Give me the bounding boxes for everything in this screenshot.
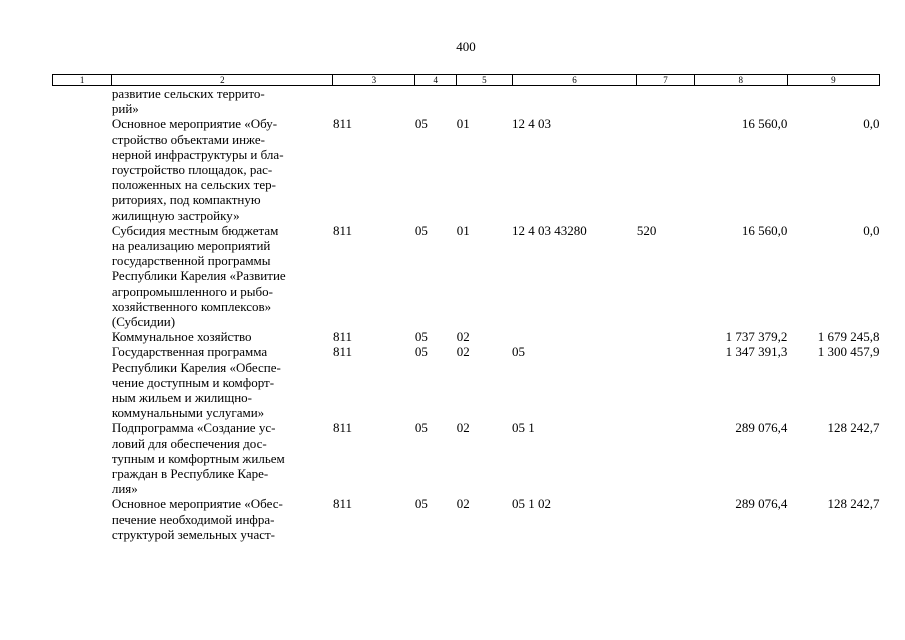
cell-subsection: 01	[456, 222, 470, 238]
column-number: 3	[333, 75, 415, 86]
column-number: 4	[415, 75, 457, 86]
cell-amount-2: 0,0	[863, 222, 880, 238]
table-row	[53, 223, 880, 329]
cell-section: 05	[414, 222, 428, 238]
column-number-row	[53, 75, 880, 86]
cell-amount-2	[787, 86, 879, 117]
cell-target-item: 12 4 03 43280	[512, 222, 587, 238]
table-row	[53, 496, 880, 542]
table-body	[53, 86, 880, 543]
cell-expense-type	[637, 116, 694, 222]
column-number: 7	[637, 75, 694, 86]
cell-section: 05	[414, 344, 428, 360]
cell-amount-1: 289 076,4	[735, 496, 788, 512]
cell-empty	[53, 420, 112, 496]
table-row	[53, 86, 880, 117]
column-number: 8	[694, 75, 787, 86]
cell-admin-code: 811	[332, 116, 352, 132]
cell-target-item	[512, 329, 637, 344]
cell-subsection: 02	[456, 420, 470, 436]
column-number: 9	[787, 75, 879, 86]
cell-amount-1: 1 737 379,2	[725, 329, 788, 345]
cell-subsection: 02	[456, 344, 470, 360]
cell-section	[415, 86, 457, 117]
cell-admin-code	[333, 86, 415, 117]
cell-empty	[53, 496, 112, 542]
cell-item-name: Коммунальное хозяйство	[111, 329, 252, 345]
cell-amount-2: 1 300 457,9	[817, 344, 880, 360]
cell-expense-type	[637, 496, 694, 542]
cell-subsection: 02	[456, 496, 470, 512]
table-row	[53, 116, 880, 222]
cell-target-item	[512, 86, 637, 117]
cell-amount-1: 289 076,4	[735, 420, 788, 436]
cell-subsection	[457, 86, 512, 117]
cell-subsection: 02	[456, 329, 470, 345]
cell-amount-2: 1 679 245,8	[817, 329, 880, 345]
cell-empty	[53, 344, 112, 420]
cell-target-item: 05 1 02	[512, 496, 552, 512]
cell-amount-1: 16 560,0	[741, 116, 788, 132]
cell-amount-1: 1 347 391,3	[725, 344, 788, 360]
cell-section: 05	[414, 496, 428, 512]
cell-amount-2: 128 242,7	[827, 496, 880, 512]
cell-admin-code: 811	[332, 496, 352, 512]
column-number: 6	[512, 75, 637, 86]
cell-admin-code: 811	[332, 329, 352, 345]
cell-empty	[53, 223, 112, 329]
cell-item-name: Подпрограмма «Создание ус- ловий для обеспечения дос- тупным и комфортным жильем граждан в Республике Каре- лия»	[111, 420, 285, 497]
table-row	[53, 344, 880, 420]
cell-empty	[53, 86, 112, 117]
cell-expense-type: 520	[636, 222, 657, 238]
cell-item-name: Основное мероприятие «Обу- стройство объектами инже- нерной инфраструктуры и бла- гоустройство площадок, рас- положенных на сельских тер- риториях, под компактную жилищную застройку»	[111, 116, 284, 223]
column-number: 5	[457, 75, 512, 86]
cell-item-name: развитие сельских террито- рий»	[111, 86, 265, 117]
cell-empty	[53, 116, 112, 222]
column-number: 2	[112, 75, 333, 86]
cell-admin-code: 811	[332, 344, 352, 360]
cell-target-item: 12 4 03	[512, 116, 552, 132]
cell-item-name: Основное мероприятие «Обес- печение необходимой инфра- структурой земельных участ-	[111, 496, 283, 542]
cell-admin-code: 811	[332, 222, 352, 238]
column-number: 1	[53, 75, 112, 86]
cell-admin-code: 811	[332, 420, 352, 436]
cell-empty	[53, 329, 112, 344]
table-row	[53, 420, 880, 496]
cell-amount-2: 128 242,7	[827, 420, 880, 436]
cell-amount-1	[694, 86, 787, 117]
cell-expense-type	[637, 420, 694, 496]
page-number: 400	[456, 39, 476, 54]
table-row	[53, 329, 880, 344]
cell-section: 05	[414, 329, 428, 345]
cell-target-item: 05 1	[512, 420, 535, 436]
cell-item-name: Субсидия местным бюджетам на реализацию мероприятий государственной программы Республики Карелия «Развитие агропромышленного и рыбо- хозяйственного комплексов» (Субсидии)	[111, 222, 286, 330]
cell-expense-type	[637, 329, 694, 344]
cell-amount-2: 0,0	[863, 116, 880, 132]
cell-expense-type	[637, 344, 694, 420]
cell-item-name: Государственная программа Республики Карелия «Обеспе- чение доступным и комфорт- ным жильем и жилищно- коммунальными услугами»	[111, 344, 281, 421]
budget-table	[52, 74, 880, 542]
cell-expense-type	[637, 86, 694, 117]
cell-section: 05	[414, 420, 428, 436]
cell-amount-1: 16 560,0	[741, 222, 788, 238]
cell-subsection: 01	[456, 116, 470, 132]
cell-target-item: 05	[512, 344, 526, 360]
cell-section: 05	[414, 116, 428, 132]
